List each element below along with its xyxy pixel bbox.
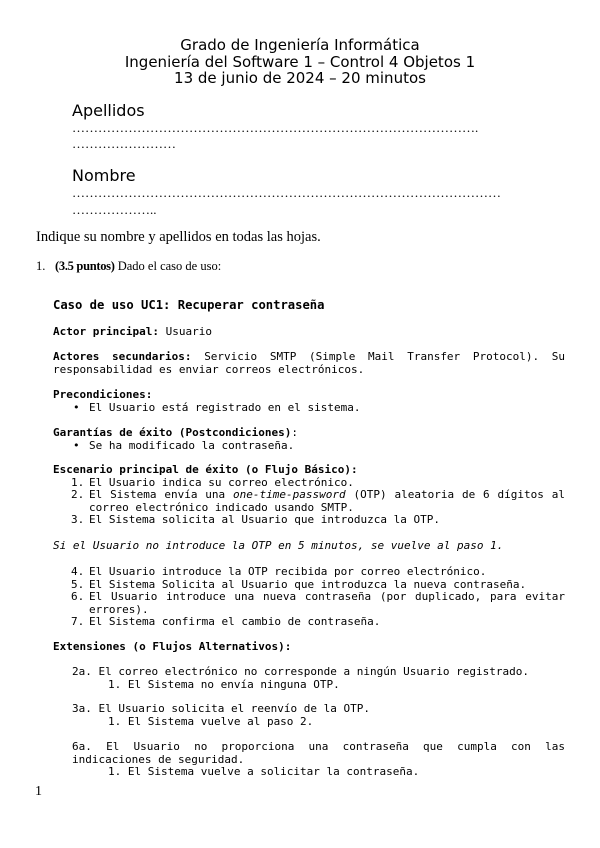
actor-label: Actor principal: xyxy=(53,325,159,338)
secondary-value: Servicio SMTP (Simple Mail Transfer Protocol). Su responsabilidad es enviar correos electrónicos. xyxy=(53,350,565,376)
step-4: 4. El Usuario introduce la OTP recibida por correo electrónico. xyxy=(71,565,487,578)
step-6: 6. El Usuario introduce una nueva contraseña (por duplicado, para evitar errores). xyxy=(71,590,565,616)
step-5: 5. El Sistema Solicita al Usuario que introduzca la nueva contraseña. xyxy=(71,577,527,591)
apellidos-dots-line1: …………………………………………………………………………………. xyxy=(72,120,479,135)
pre-item: • El Usuario está registrado en el sistema. xyxy=(73,400,361,414)
instruction-text: Indique su nombre y apellidos en todas las hojas. xyxy=(36,229,321,245)
step-1: 1. El Usuario indica su correo electrónico. xyxy=(71,475,354,489)
actor-principal xyxy=(53,326,565,339)
question-number: 1. xyxy=(36,259,46,273)
question-text: Dado el caso de uso: xyxy=(114,259,222,273)
pre-label: Precondiciones: xyxy=(53,388,153,401)
step-7: 7. El Sistema confirma el cambio de contraseña. xyxy=(71,615,381,628)
guar-item: • Se ha modificado la contraseña. xyxy=(73,438,295,452)
escenario-continuacion xyxy=(53,566,565,629)
actor-value: Usuario xyxy=(158,325,212,338)
timeout-note: Si el Usuario no introduce la OTP en 5 minutos, se vuelve al paso 1. xyxy=(53,539,504,552)
bullet-icon: • xyxy=(73,400,80,414)
degree-title: Grado de Ingeniería Informática xyxy=(180,36,420,54)
guar-label: Garantías de éxito (Postcondiciones) xyxy=(53,426,292,439)
nombre-dots-line1: ……………………………………………………………………………………… xyxy=(72,185,501,200)
escenario-principal xyxy=(53,464,565,527)
use-case-title: Caso de uso UC1: Recuperar contraseña xyxy=(53,298,325,312)
bullet-icon: • xyxy=(73,438,80,452)
extension-2a: 2a. El correo electrónico no corresponde a ningún Usuario registrado. 1. El Sistema no envía ninguna OTP. xyxy=(72,665,529,691)
nombre-dots-line2: ……………….. xyxy=(72,202,157,217)
step-2: 2. El Sistema envía una one-time-password (OTP) aleatoria de 6 dígitos al correo electrónico indicado usando SMTP. xyxy=(71,488,566,514)
question-points: (3.5 puntos) xyxy=(55,259,115,273)
apellidos-label: Apellidos xyxy=(72,101,145,120)
garantias: Garantías de éxito (Postcondiciones): • Se ha modificado la contraseña. xyxy=(53,427,565,452)
extension-6a: 6a. El Usuario no proporciona una contraseña que cumpla con las indicaciones de seguridad. 1. El Sistema vuelve a solicitar la contraseña. xyxy=(72,740,565,778)
precondiciones xyxy=(53,389,565,414)
page-number: 1 xyxy=(35,784,42,799)
nombre-label: Nombre xyxy=(72,166,136,185)
exam-header xyxy=(0,37,600,87)
question-1 xyxy=(36,259,221,274)
extension-3a: 3a. El Usuario solicita el reenvío de la OTP. 1. El Sistema vuelve al paso 2. xyxy=(72,702,371,728)
exam-date: 13 de junio de 2024 – 20 minutos xyxy=(174,69,426,87)
step-3: 3. El Sistema solicita al Usuario que introduzca la OTP. xyxy=(71,513,440,526)
apellidos-dots-line2: …………………… xyxy=(72,136,176,151)
extensiones-label: Extensiones (o Flujos Alternativos): xyxy=(53,640,292,653)
actores-secundarios xyxy=(53,351,565,376)
course-title: Ingeniería del Software 1 – Control 4 Objetos 1 xyxy=(124,52,476,71)
scenario-label: Escenario principal de éxito (o Flujo Básico): xyxy=(53,463,358,476)
secondary-label: Actores secundarios: xyxy=(53,350,192,363)
